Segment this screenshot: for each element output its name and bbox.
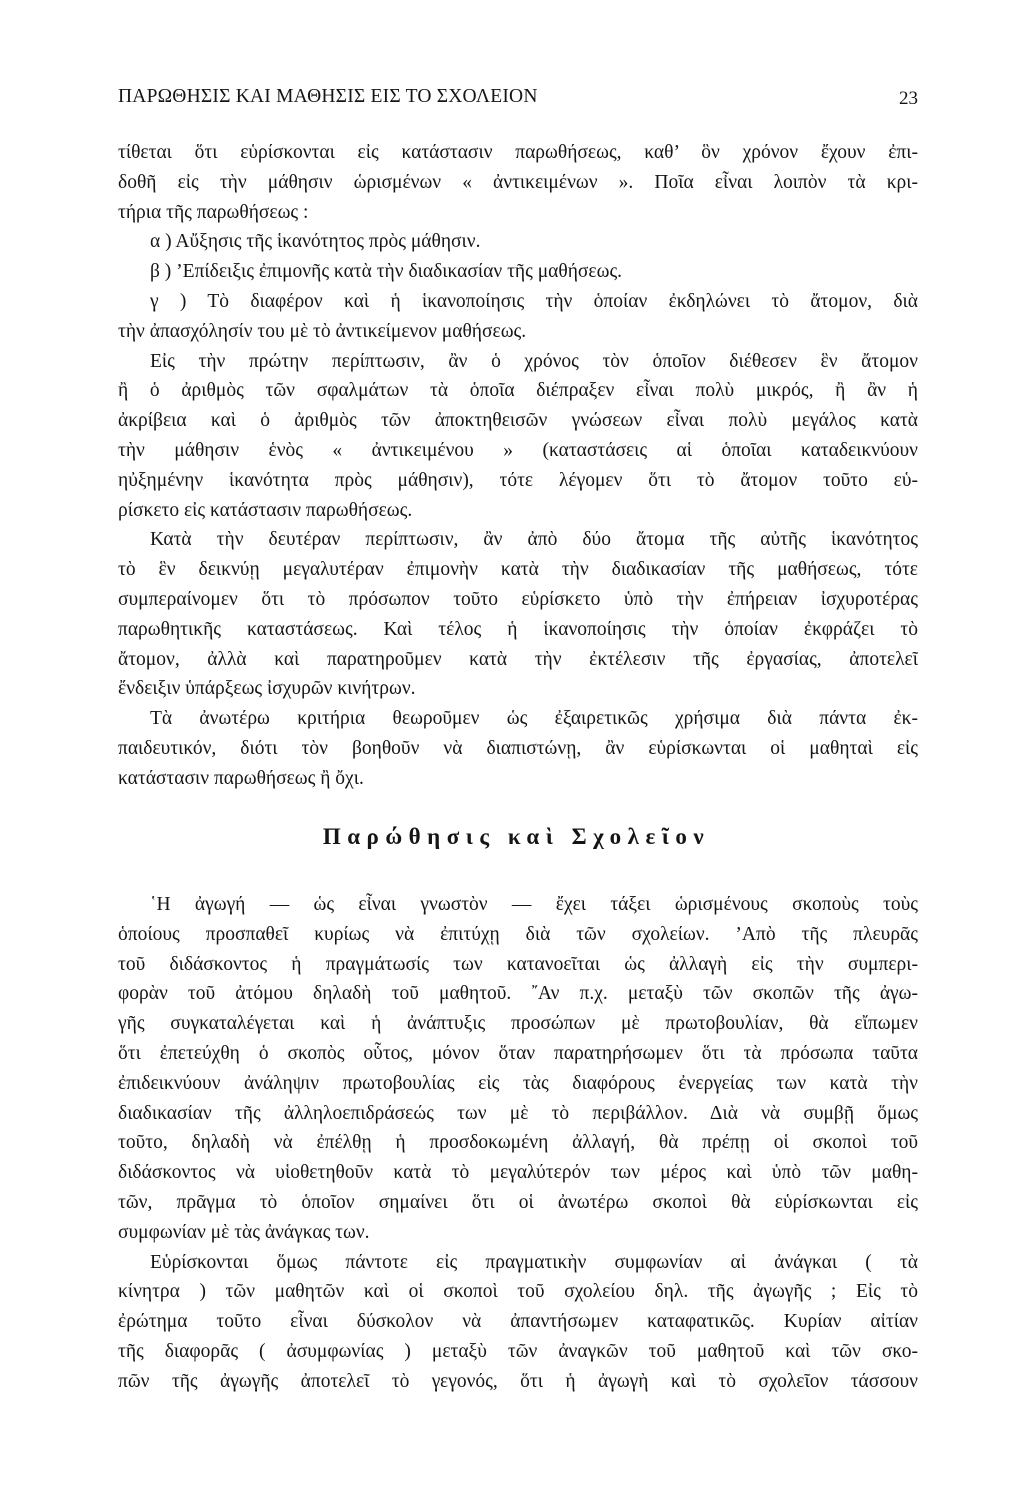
- text-line: ἐρώτημα τοῦτο εἶναι δύσκολον νὰ ἀπαντήσωμεν καταφατικῶς. Κυρίαν αἰτίαν: [118, 1311, 918, 1333]
- paragraph: [118, 347, 918, 526]
- text-line: ἀκρίβεια καὶ ὁ ἀριθμὸς τῶν ἀποκτηθεισῶν γνώσεων εἶναι πολὺ μεγάλος κατὰ: [118, 410, 918, 432]
- text-line: φορὰν τοῦ ἀτόμου δηλαδὴ τοῦ μαθητοῦ. ῎Αν π.χ. μεταξὺ τῶν σκοπῶν τῆς ἀγω-: [118, 983, 918, 1005]
- paragraph: [118, 257, 918, 287]
- running-header: [118, 86, 918, 114]
- paragraph: [118, 1248, 918, 1397]
- text-line: τῆς διαφορᾶς ( ἀσυμφωνίας ) μεταξὺ τῶν ἀναγκῶν τοῦ μαθητοῦ καὶ τῶν σκο-: [118, 1340, 918, 1362]
- text-line: κίνητρα ) τῶν μαθητῶν καὶ οἱ σκοποὶ τοῦ σχολείου δηλ. τῆς ἀγωγῆς ; Εἰς τὸ: [118, 1281, 918, 1303]
- text-line: ἐπιδεικνύουν ἀνάληψιν πρωτοβουλίας εἰς τὰς διαφόρους ἐνεργείας των κατὰ τὴν: [118, 1072, 918, 1094]
- text-line: Τὰ ἀνωτέρω κριτήρια θεωροῦμεν ὡς ἐξαιρετικῶς χρήσιμα διὰ πάντα ἐκ-: [150, 708, 918, 730]
- page-number: 23: [899, 88, 918, 109]
- text-line: πῶν τῆς ἀγωγῆς ἀποτελεῖ τὸ γεγονός, ὅτι ἡ ἀγωγὴ καὶ τὸ σχολεῖον τάσσουν: [118, 1370, 918, 1392]
- running-title: ΠΑΡΩΘΗΣΙΣ ΚΑΙ ΜΑΘΗΣΙΣ ΕΙΣ ΤΟ ΣΧΟΛΕΙΟΝ: [118, 86, 538, 107]
- paragraph: [118, 138, 918, 227]
- section-heading: Παρώθησις καὶ Σχολεῖον: [322, 824, 711, 849]
- text-line: τίθεται ὅτι εὑρίσκονται εἰς κατάστασιν παρωθήσεως, καθ’ ὃν χρόνον ἔχουν ἐπι-: [118, 142, 918, 163]
- text-line: διαδικασίαν τῆς ἀλληλοεπιδράσεώς των μὲ τὸ περιβάλλον. Διὰ νὰ συμβῇ ὅμως: [118, 1102, 918, 1124]
- text-line: διδάσκοντος νὰ υἱοθετηθοῦν κατὰ τὸ μεγαλύτερόν των μέρος καὶ ὑπὸ τῶν μαθη-: [118, 1162, 918, 1184]
- text-line: ὅτι ἐπετεύχθη ὁ σκοπὸς οὗτος, μόνον ὅταν παρατηρήσωμεν ὅτι τὰ πρόσωπα ταῦτα: [118, 1042, 918, 1064]
- text-block-before-heading: [118, 138, 918, 794]
- text-line: τὸ ἓν δεικνύῃ μεγαλυτέραν ἐπιμονὴν κατὰ τὴν διαδικασίαν τῆς μαθήσεως, τότε: [118, 559, 918, 581]
- text-line: γῆς συγκαταλέγεται καὶ ἡ ἀνάπτυξις προσώπων μὲ πρωτοβουλίαν, θὰ εἴπωμεν: [118, 1013, 918, 1035]
- text-line: δοθῆ εἰς τὴν μάθησιν ὡρισμένων « ἀντικειμένων ». Ποῖα εἶναι λοιπὸν τὰ κρι-: [118, 171, 918, 193]
- paragraph: [118, 227, 918, 257]
- text-line: παρωθητικῆς καταστάσεως. Καὶ τέλος ἡ ἱκανοποίησις τὴν ὁποίαν ἐκφράζει τὸ: [118, 618, 918, 640]
- text-line: ἢ ὁ ἀριθμὸς τῶν σφαλμάτων τὰ ὁποῖα διέπραξεν εἶναι πολὺ μικρός, ἢ ἂν ἡ: [118, 380, 918, 402]
- text-line: ρίσκετο εἰς κατάστασιν παρωθήσεως.: [118, 499, 413, 521]
- text-line: β ) ’Επίδειξις ἐπιμονῆς κατὰ τὴν διαδικασίαν τῆς μαθήσεως.: [150, 261, 623, 283]
- text-line: ηὐξημένην ἱκανότητα πρὸς μάθησιν), τότε λέγομεν ὅτι τὸ ἄτομον τοῦτο εὑ-: [118, 469, 918, 491]
- text-block-after-heading: [118, 890, 918, 1397]
- text-line: ἔνδειξιν ὑπάρξεως ἰσχυρῶν κινήτρων.: [118, 678, 416, 700]
- paragraph: [118, 287, 918, 347]
- text-line: συμπεραίνομεν ὅτι τὸ πρόσωπον τοῦτο εὑρίσκετο ὑπὸ τὴν ἐπήρειαν ἰσχυροτέρας: [118, 588, 918, 610]
- text-line: τήρια τῆς παρωθήσεως :: [118, 201, 309, 223]
- text-line: παιδευτικόν, διότι τὸν βοηθοῦν νὰ διαπιστώνῃ, ἂν εὑρίσκωνται οἱ μαθηταὶ εἰς: [118, 737, 918, 759]
- text-line: ῾Η ἀγωγή — ὡς εἶναι γνωστὸν — ἔχει τάξει ὡρισμένους σκοποὺς τοὺς: [150, 894, 918, 915]
- text-line: Κατὰ τὴν δευτέραν περίπτωσιν, ἂν ἀπὸ δύο ἄτομα τῆς αὐτῆς ἱκανότητος: [150, 529, 918, 551]
- text-line: κατάστασιν παρωθήσεως ἢ ὄχι.: [118, 767, 364, 789]
- text-line: συμφωνίαν μὲ τὰς ἀνάγκας των.: [118, 1221, 370, 1243]
- text-line: α ) Αὔξησις τῆς ἱκανότητος πρὸς μάθησιν.: [150, 231, 481, 253]
- paragraph: [118, 890, 918, 1248]
- text-line: ὁποίους προσπαθεῖ κυρίως νὰ ἐπιτύχῃ διὰ τῶν σχολείων. ’Απὸ τῆς πλευρᾶς: [118, 923, 918, 945]
- text-line: τὴν ἀπασχόλησίν του μὲ τὸ ἀντικείμενον μαθήσεως.: [118, 320, 527, 342]
- paragraph: [118, 704, 918, 793]
- text-line: γ ) Τὸ διαφέρον καὶ ἡ ἱκανοποίησις τὴν ὁποίαν ἐκδηλώνει τὸ ἄτομον, διὰ: [150, 290, 918, 312]
- paragraph: [118, 525, 918, 704]
- text-line: τὴν μάθησιν ἑνὸς « ἀντικειμένου » (καταστάσεις αἱ ὁποῖαι καταδεικνύουν: [118, 439, 918, 461]
- text-line: τοῦτο, δηλαδὴ νὰ ἐπέλθῃ ἡ προσδοκωμένη ἀλλαγή, θὰ πρέπῃ οἱ σκοποὶ τοῦ: [118, 1132, 918, 1154]
- text-line: ἄτομον, ἀλλὰ καὶ παρατηροῦμεν κατὰ τὴν ἐκτέλεσιν τῆς ἐργασίας, ἀποτελεῖ: [118, 648, 918, 670]
- text-line: Εὑρίσκονται ὅμως πάντοτε εἰς πραγματικὴν συμφωνίαν αἱ ἀνάγκαι ( τὰ: [150, 1251, 918, 1273]
- text-line: Εἰς τὴν πρώτην περίπτωσιν, ἂν ὁ χρόνος τὸν ὁποῖον διέθεσεν ἓν ἄτομον: [150, 350, 918, 372]
- text-line: τῶν, πρᾶγμα τὸ ὁποῖον σημαίνει ὅτι οἱ ἀνωτέρω σκοποὶ θὰ εὑρίσκωνται εἰς: [118, 1191, 918, 1213]
- text-line: τοῦ διδάσκοντος ἡ πραγμάτωσίς των κατανοεῖται ὡς ἀλλαγὴ εἰς τὴν συμπερι-: [118, 953, 918, 975]
